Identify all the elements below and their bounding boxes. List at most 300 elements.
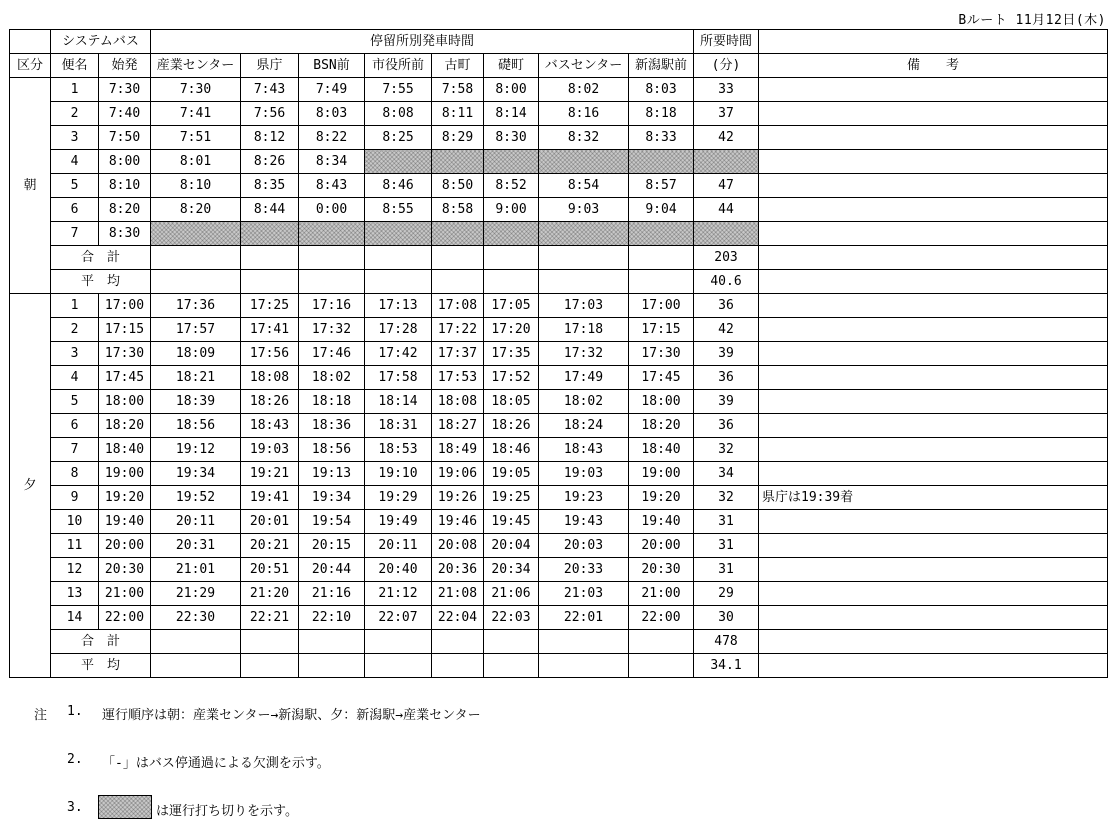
required-minutes-cell [694, 222, 759, 246]
table-row [10, 462, 1108, 486]
stop-time-cell: 21:20 [241, 582, 299, 606]
start-time-cell: 17:30 [99, 342, 151, 366]
header-start: 始発 [99, 54, 151, 78]
stop-time-cell: 19:49 [365, 510, 432, 534]
stop-time-cell [151, 222, 241, 246]
empty-cell [241, 630, 299, 654]
bus-number-cell: 5 [51, 174, 99, 198]
stop-time-cell: 19:00 [629, 462, 694, 486]
stop-time-cell [241, 222, 299, 246]
stop-time-cell: 7:41 [151, 102, 241, 126]
empty-cell [484, 270, 539, 294]
stop-time-cell: 19:21 [241, 462, 299, 486]
stop-time-cell: 22:10 [299, 606, 365, 630]
stop-time-cell [484, 150, 539, 174]
bus-number-cell: 12 [51, 558, 99, 582]
stop-time-cell: 8:34 [299, 150, 365, 174]
stop-time-cell: 17:15 [629, 318, 694, 342]
stop-time-cell: 20:15 [299, 534, 365, 558]
remark-cell [759, 390, 1108, 414]
start-time-cell: 8:30 [99, 222, 151, 246]
stop-time-cell: 17:36 [151, 294, 241, 318]
empty-cell [539, 630, 629, 654]
stop-time-cell: 17:53 [432, 366, 484, 390]
stop-time-cell: 19:05 [484, 462, 539, 486]
stop-time-cell: 9:00 [484, 198, 539, 222]
stop-time-cell [539, 150, 629, 174]
remark-cell [759, 366, 1108, 390]
remark-cell [759, 414, 1108, 438]
header-stop: 産業センター [151, 54, 241, 78]
note-1-number: 1. [67, 704, 83, 719]
stop-time-cell: 18:24 [539, 414, 629, 438]
stop-time-cell: 21:29 [151, 582, 241, 606]
header-required-unit: (分) [694, 54, 759, 78]
stop-time-cell: 7:43 [241, 78, 299, 102]
empty-cell [484, 246, 539, 270]
notes-prefix: 注 [34, 708, 48, 723]
stop-time-cell: 0:00 [299, 198, 365, 222]
stop-time-cell: 18:49 [432, 438, 484, 462]
empty-cell [629, 654, 694, 678]
table-row [10, 78, 1108, 102]
start-time-cell: 18:20 [99, 414, 151, 438]
stop-time-cell: 18:26 [241, 390, 299, 414]
stop-time-cell [629, 222, 694, 246]
bus-number-cell: 2 [51, 318, 99, 342]
stop-time-cell: 19:34 [299, 486, 365, 510]
note-2-number: 2. [67, 752, 83, 767]
required-minutes-cell: 47 [694, 174, 759, 198]
average-label: 平 均 [51, 654, 151, 678]
table-row [10, 174, 1108, 198]
bus-number-cell: 9 [51, 486, 99, 510]
stop-time-cell: 18:53 [365, 438, 432, 462]
bus-number-cell: 10 [51, 510, 99, 534]
remark-cell [759, 654, 1108, 678]
table-row [10, 414, 1108, 438]
note-3-number: 3. [67, 800, 83, 815]
stop-time-cell: 17:42 [365, 342, 432, 366]
stop-time-cell: 22:01 [539, 606, 629, 630]
note-3-shade-swatch [98, 795, 152, 819]
bus-number-cell: 1 [51, 294, 99, 318]
stop-time-cell: 17:08 [432, 294, 484, 318]
stop-time-cell: 18:21 [151, 366, 241, 390]
remark-cell [759, 558, 1108, 582]
header-stop: 古町 [432, 54, 484, 78]
stop-time-cell: 17:05 [484, 294, 539, 318]
stop-time-cell: 17:25 [241, 294, 299, 318]
header-stop: 新潟駅前 [629, 54, 694, 78]
start-time-cell: 18:40 [99, 438, 151, 462]
stop-time-cell: 20:21 [241, 534, 299, 558]
table-row [10, 342, 1108, 366]
empty-cell [432, 654, 484, 678]
total-value: 478 [694, 630, 759, 654]
stop-time-cell: 8:14 [484, 102, 539, 126]
stop-time-cell: 21:00 [629, 582, 694, 606]
stop-time-cell: 17:13 [365, 294, 432, 318]
stop-time-cell: 17:45 [629, 366, 694, 390]
stop-time-cell: 8:08 [365, 102, 432, 126]
stop-time-cell: 19:06 [432, 462, 484, 486]
stop-time-cell: 19:23 [539, 486, 629, 510]
empty-cell [299, 654, 365, 678]
average-value: 34.1 [694, 654, 759, 678]
route-date: Bルート 11月12日(木) [958, 13, 1106, 28]
header-row-2 [10, 54, 1108, 78]
stop-time-cell: 19:13 [299, 462, 365, 486]
bus-number-cell: 6 [51, 414, 99, 438]
empty-cell [365, 270, 432, 294]
empty-cell [151, 246, 241, 270]
stop-time-cell: 8:03 [629, 78, 694, 102]
stop-time-cell: 21:16 [299, 582, 365, 606]
remark-cell [759, 318, 1108, 342]
empty-cell [539, 270, 629, 294]
stop-time-cell: 21:08 [432, 582, 484, 606]
stop-time-cell: 7:55 [365, 78, 432, 102]
stop-time-cell: 20:30 [629, 558, 694, 582]
stop-time-cell: 17:28 [365, 318, 432, 342]
bus-number-cell: 2 [51, 102, 99, 126]
empty-cell [629, 270, 694, 294]
stop-time-cell: 18:31 [365, 414, 432, 438]
stop-time-cell: 21:03 [539, 582, 629, 606]
required-minutes-cell: 31 [694, 510, 759, 534]
stop-time-cell: 18:18 [299, 390, 365, 414]
bus-number-cell: 14 [51, 606, 99, 630]
empty-cell [484, 654, 539, 678]
remark-cell [759, 342, 1108, 366]
stop-time-cell: 17:52 [484, 366, 539, 390]
header-stop: 市役所前 [365, 54, 432, 78]
stop-time-cell: 18:56 [299, 438, 365, 462]
empty-cell [151, 654, 241, 678]
start-time-cell: 7:40 [99, 102, 151, 126]
note-3-text: は運行打ち切りを示す。 [156, 804, 298, 819]
remark-cell [759, 102, 1108, 126]
empty-cell [299, 630, 365, 654]
total-label: 合 計 [51, 246, 151, 270]
empty-cell [365, 630, 432, 654]
required-minutes-cell: 31 [694, 558, 759, 582]
required-minutes-cell: 42 [694, 318, 759, 342]
remark-cell [759, 630, 1108, 654]
header-row-1 [10, 30, 1108, 54]
stop-time-cell: 21:01 [151, 558, 241, 582]
remark-cell: 県庁は19:39着 [759, 486, 1108, 510]
remark-cell [759, 246, 1108, 270]
stop-time-cell: 19:54 [299, 510, 365, 534]
table-row [10, 294, 1108, 318]
required-minutes-cell [694, 150, 759, 174]
stop-time-cell: 19:45 [484, 510, 539, 534]
stop-time-cell: 18:39 [151, 390, 241, 414]
stop-time-cell: 17:00 [629, 294, 694, 318]
bus-number-cell: 5 [51, 390, 99, 414]
bus-number-cell: 3 [51, 126, 99, 150]
evening-average-row [10, 654, 1108, 678]
table-row [10, 558, 1108, 582]
stop-time-cell: 19:34 [151, 462, 241, 486]
stop-time-cell: 8:55 [365, 198, 432, 222]
table-row [10, 126, 1108, 150]
stop-time-cell: 22:21 [241, 606, 299, 630]
start-time-cell: 22:00 [99, 606, 151, 630]
empty-cell [629, 630, 694, 654]
table-row [10, 102, 1108, 126]
stop-time-cell: 8:03 [299, 102, 365, 126]
stop-time-cell: 19:43 [539, 510, 629, 534]
header-remarks-top [759, 30, 1108, 54]
stop-time-cell: 20:34 [484, 558, 539, 582]
stop-time-cell: 18:08 [241, 366, 299, 390]
start-time-cell: 17:45 [99, 366, 151, 390]
average-label: 平 均 [51, 270, 151, 294]
empty-cell [365, 654, 432, 678]
stop-time-cell: 19:10 [365, 462, 432, 486]
stop-time-cell: 8:02 [539, 78, 629, 102]
start-time-cell: 7:30 [99, 78, 151, 102]
stop-time-cell: 9:03 [539, 198, 629, 222]
empty-cell [539, 654, 629, 678]
stop-time-cell [629, 150, 694, 174]
start-time-cell: 18:00 [99, 390, 151, 414]
table-row [10, 510, 1108, 534]
stop-time-cell: 21:12 [365, 582, 432, 606]
stop-time-cell: 22:07 [365, 606, 432, 630]
stop-time-cell: 19:29 [365, 486, 432, 510]
start-time-cell: 20:30 [99, 558, 151, 582]
stop-time-cell: 7:30 [151, 78, 241, 102]
start-time-cell: 8:20 [99, 198, 151, 222]
start-time-cell: 21:00 [99, 582, 151, 606]
stop-time-cell: 20:40 [365, 558, 432, 582]
start-time-cell: 17:15 [99, 318, 151, 342]
required-minutes-cell: 32 [694, 438, 759, 462]
table-row [10, 198, 1108, 222]
required-minutes-cell: 30 [694, 606, 759, 630]
required-minutes-cell: 33 [694, 78, 759, 102]
table-row [10, 534, 1108, 558]
total-value: 203 [694, 246, 759, 270]
empty-cell [539, 246, 629, 270]
header-stop: BSN前 [299, 54, 365, 78]
total-label: 合 計 [51, 630, 151, 654]
remark-cell [759, 462, 1108, 486]
stop-time-cell: 8:46 [365, 174, 432, 198]
stop-time-cell: 18:43 [539, 438, 629, 462]
stop-time-cell: 8:01 [151, 150, 241, 174]
bus-number-cell: 4 [51, 366, 99, 390]
remark-cell [759, 150, 1108, 174]
stop-time-cell: 18:36 [299, 414, 365, 438]
stop-time-cell: 8:58 [432, 198, 484, 222]
bus-number-cell: 11 [51, 534, 99, 558]
stop-time-cell: 18:26 [484, 414, 539, 438]
stop-time-cell: 20:31 [151, 534, 241, 558]
stop-time-cell: 9:04 [629, 198, 694, 222]
stop-time-cell: 8:25 [365, 126, 432, 150]
table-row [10, 390, 1108, 414]
remark-cell [759, 294, 1108, 318]
required-minutes-cell: 39 [694, 390, 759, 414]
required-minutes-cell: 32 [694, 486, 759, 510]
stop-time-cell [365, 150, 432, 174]
stop-time-cell: 8:54 [539, 174, 629, 198]
stop-time-cell [432, 150, 484, 174]
header-blank [10, 30, 51, 54]
start-time-cell: 19:40 [99, 510, 151, 534]
morning-period-label: 朝 [10, 78, 51, 294]
stop-time-cell: 18:56 [151, 414, 241, 438]
stop-time-cell: 7:49 [299, 78, 365, 102]
start-time-cell: 17:00 [99, 294, 151, 318]
stop-time-cell: 20:04 [484, 534, 539, 558]
stop-time-cell [484, 222, 539, 246]
stop-time-cell: 18:46 [484, 438, 539, 462]
header-remarks: 備 考 [759, 54, 1108, 78]
stop-time-cell: 8:12 [241, 126, 299, 150]
stop-time-cell: 17:37 [432, 342, 484, 366]
stop-time-cell: 8:29 [432, 126, 484, 150]
stop-time-cell: 20:03 [539, 534, 629, 558]
table-row [10, 606, 1108, 630]
table-row [10, 150, 1108, 174]
empty-cell [241, 246, 299, 270]
empty-cell [151, 270, 241, 294]
stop-time-cell: 8:10 [151, 174, 241, 198]
empty-cell [299, 270, 365, 294]
stop-time-cell: 7:51 [151, 126, 241, 150]
bus-number-cell: 4 [51, 150, 99, 174]
stop-time-cell [432, 222, 484, 246]
stop-time-cell: 8:16 [539, 102, 629, 126]
empty-cell [151, 630, 241, 654]
header-stop: バスセンター [539, 54, 629, 78]
stop-time-cell: 8:52 [484, 174, 539, 198]
table-row [10, 318, 1108, 342]
stop-time-cell: 17:49 [539, 366, 629, 390]
stop-time-cell: 8:18 [629, 102, 694, 126]
stop-time-cell: 8:57 [629, 174, 694, 198]
bus-number-cell: 8 [51, 462, 99, 486]
table-row [10, 222, 1108, 246]
stop-time-cell: 20:51 [241, 558, 299, 582]
stop-time-cell: 20:33 [539, 558, 629, 582]
header-category: 区分 [10, 54, 51, 78]
stop-time-cell: 18:00 [629, 390, 694, 414]
stop-time-cell: 7:56 [241, 102, 299, 126]
stop-time-cell: 18:27 [432, 414, 484, 438]
morning-average-row [10, 270, 1108, 294]
stop-time-cell: 19:25 [484, 486, 539, 510]
stop-time-cell: 8:43 [299, 174, 365, 198]
stop-time-cell: 17:46 [299, 342, 365, 366]
start-time-cell: 20:00 [99, 534, 151, 558]
required-minutes-cell: 31 [694, 534, 759, 558]
header-required-time: 所要時間 [694, 30, 759, 54]
empty-cell [241, 270, 299, 294]
stop-time-cell: 19:03 [241, 438, 299, 462]
required-minutes-cell: 29 [694, 582, 759, 606]
stop-time-cell: 17:41 [241, 318, 299, 342]
table-row [10, 582, 1108, 606]
remark-cell [759, 606, 1108, 630]
stop-time-cell: 20:08 [432, 534, 484, 558]
start-time-cell: 19:20 [99, 486, 151, 510]
stop-time-cell: 17:35 [484, 342, 539, 366]
header-system-bus: システムバス [51, 30, 151, 54]
stop-time-cell: 8:22 [299, 126, 365, 150]
stop-time-cell: 17:32 [299, 318, 365, 342]
bus-number-cell: 7 [51, 222, 99, 246]
required-minutes-cell: 36 [694, 414, 759, 438]
stop-time-cell: 19:20 [629, 486, 694, 510]
empty-cell [365, 246, 432, 270]
note-1-text: 運行順序は朝：産業センター→新潟駅、夕：新潟駅→産業センター [102, 708, 481, 723]
stop-time-cell: 19:26 [432, 486, 484, 510]
stop-time-cell: 20:44 [299, 558, 365, 582]
start-time-cell: 7:50 [99, 126, 151, 150]
stop-time-cell: 17:20 [484, 318, 539, 342]
stop-time-cell: 18:14 [365, 390, 432, 414]
stop-time-cell: 18:02 [299, 366, 365, 390]
stop-time-cell: 7:58 [432, 78, 484, 102]
remark-cell [759, 510, 1108, 534]
empty-cell [432, 630, 484, 654]
remark-cell [759, 78, 1108, 102]
bus-number-cell: 6 [51, 198, 99, 222]
required-minutes-cell: 39 [694, 342, 759, 366]
stop-time-cell: 20:36 [432, 558, 484, 582]
start-time-cell: 8:10 [99, 174, 151, 198]
stop-time-cell [299, 222, 365, 246]
required-minutes-cell: 34 [694, 462, 759, 486]
empty-cell [629, 246, 694, 270]
required-minutes-cell: 44 [694, 198, 759, 222]
stop-time-cell [365, 222, 432, 246]
stop-time-cell: 17:58 [365, 366, 432, 390]
remark-cell [759, 534, 1108, 558]
stop-time-cell: 20:11 [365, 534, 432, 558]
stop-time-cell: 17:56 [241, 342, 299, 366]
bus-number-cell: 3 [51, 342, 99, 366]
timetable [9, 29, 1108, 678]
stop-time-cell: 8:32 [539, 126, 629, 150]
stop-time-cell: 8:26 [241, 150, 299, 174]
required-minutes-cell: 37 [694, 102, 759, 126]
stop-time-cell: 8:35 [241, 174, 299, 198]
stop-time-cell: 17:22 [432, 318, 484, 342]
required-minutes-cell: 42 [694, 126, 759, 150]
table-row [10, 438, 1108, 462]
stop-time-cell: 18:40 [629, 438, 694, 462]
stop-time-cell: 8:00 [484, 78, 539, 102]
stop-time-cell: 22:04 [432, 606, 484, 630]
stop-time-cell: 17:30 [629, 342, 694, 366]
stop-time-cell: 22:30 [151, 606, 241, 630]
stop-time-cell: 21:06 [484, 582, 539, 606]
remark-cell [759, 438, 1108, 462]
stop-time-cell: 17:18 [539, 318, 629, 342]
stop-time-cell: 22:03 [484, 606, 539, 630]
empty-cell [432, 246, 484, 270]
stop-time-cell: 19:03 [539, 462, 629, 486]
stop-time-cell: 8:11 [432, 102, 484, 126]
